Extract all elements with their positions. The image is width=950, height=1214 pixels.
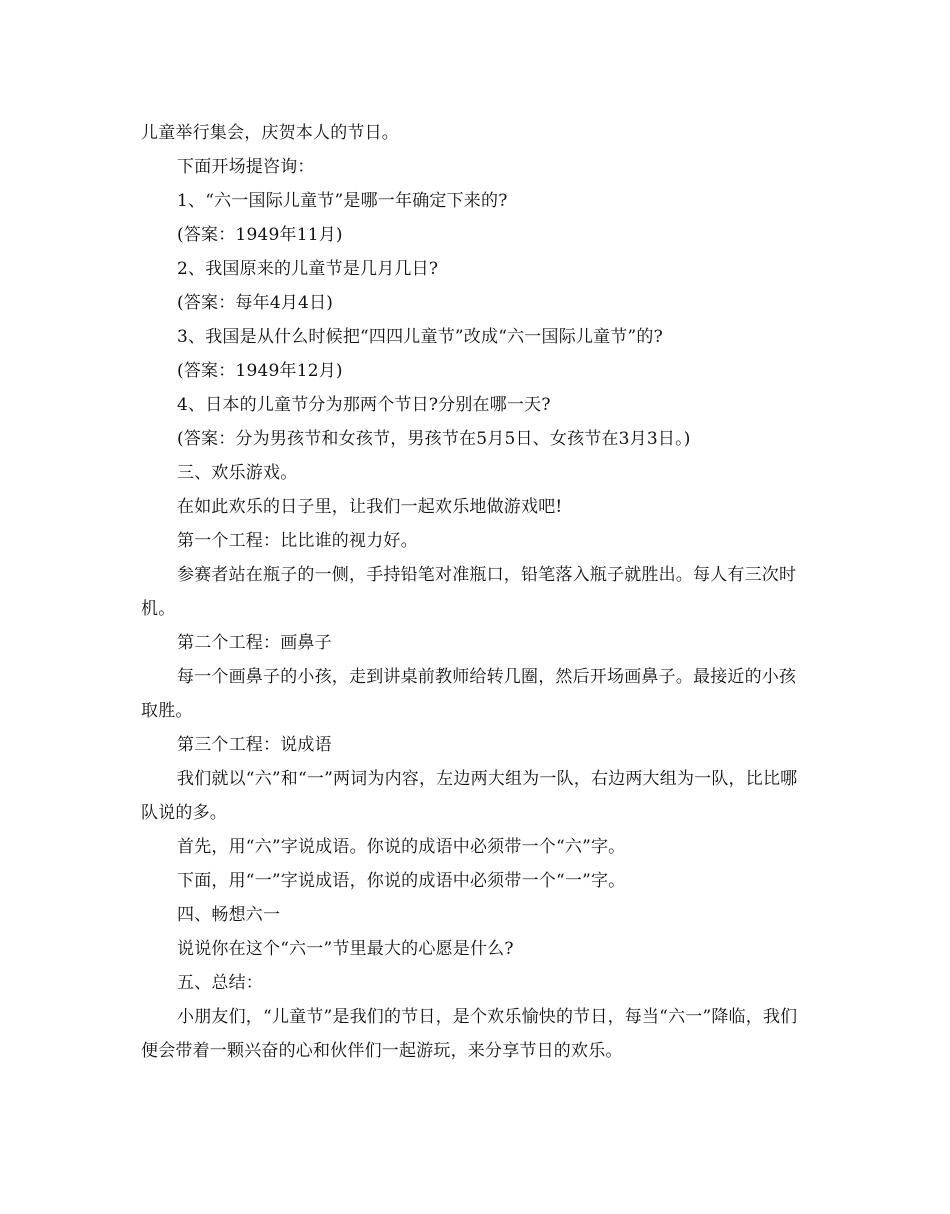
paragraph: 2、我国原来的儿童节是几月几日? <box>177 259 439 279</box>
paragraph: 在如此欢乐的日子里，让我们一起欢乐地做游戏吧! <box>177 497 563 517</box>
paragraph: 下面开场提咨询： <box>177 157 315 177</box>
section-heading: 四、畅想六一 <box>177 905 281 925</box>
paragraph: 儿童举行集会，庆贺本人的节日。 <box>141 123 399 143</box>
paragraph: 第一个工程：比比谁的视力好。 <box>177 531 418 551</box>
paragraph: 小朋友们，“儿童节”是我们的节日，是个欢乐愉快的节日，每当“六一”降临，我们便会带着一颗兴奋的心和伙伴们一起游玩，来分享节日的欢乐。 <box>141 1007 798 1061</box>
paragraph: 每一个画鼻子的小孩，走到讲桌前教师给转几圈，然后开场画鼻子。最接近的小孩取胜。 <box>141 667 797 721</box>
paragraph: (答案：1949年12月) <box>177 361 343 381</box>
document-body <box>141 116 813 1068</box>
paragraph: 说说你在这个“六一”节里最大的心愿是什么? <box>177 939 514 959</box>
section-heading: 三、欢乐游戏。 <box>177 463 298 483</box>
paragraph: (答案：1949年11月) <box>177 225 343 245</box>
paragraph: (答案：每年4月4日) <box>177 293 334 313</box>
paragraph: 我们就以“六”和“一”两词为内容，左边两大组为一队，右边两大组为一队，比比哪队说的多。 <box>141 769 798 823</box>
paragraph: 3、我国是从什么时候把“四四儿童节”改成“六一国际儿童节”的? <box>177 327 663 347</box>
section-heading: 五、总结： <box>177 973 263 993</box>
paragraph: 下面，用“一”字说成语，你说的成语中必须带一个“一”字。 <box>177 871 626 891</box>
paragraph: 参赛者站在瓶子的一侧，手持铅笔对准瓶口，铅笔落入瓶子就胜出。每人有三次时机。 <box>141 565 797 619</box>
paragraph: 第三个工程：说成语 <box>177 735 332 755</box>
paragraph: (答案：分为男孩节和女孩节，男孩节在5月5日、女孩节在3月3日。) <box>177 429 691 449</box>
paragraph: 4、日本的儿童节分为那两个节日?分别在哪一天? <box>177 395 551 415</box>
paragraph: 首先，用“六”字说成语。你说的成语中必须带一个“六”字。 <box>177 837 626 857</box>
paragraph: 1、“六一国际儿童节”是哪一年确定下来的? <box>177 191 508 211</box>
paragraph: 第二个工程：画鼻子 <box>177 633 332 653</box>
